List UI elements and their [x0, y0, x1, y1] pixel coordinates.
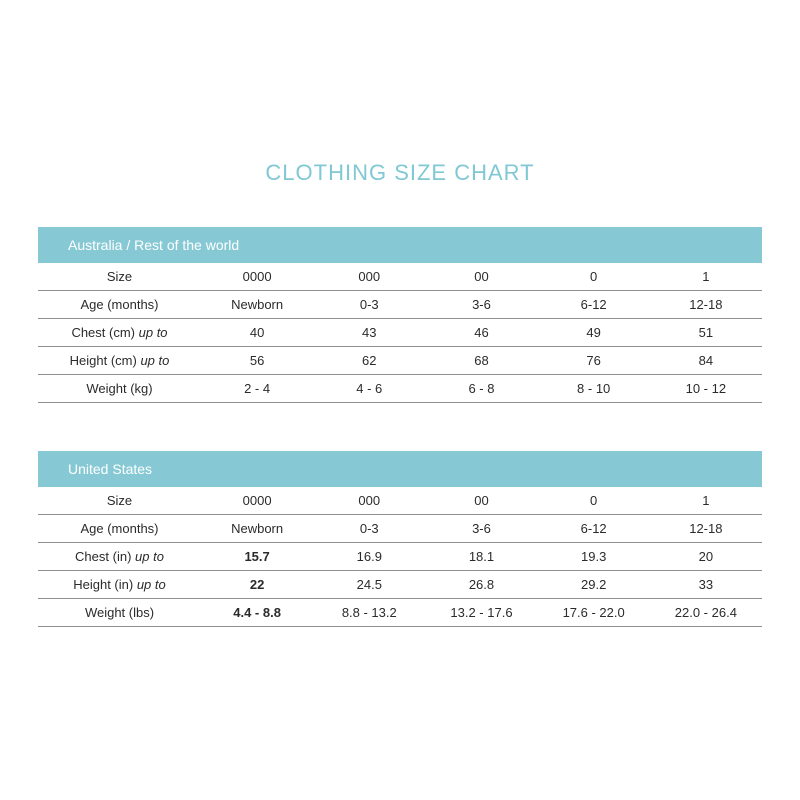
table-cell: 24.5: [356, 577, 382, 592]
table-cell: 68: [474, 353, 489, 368]
table-row-height: [38, 571, 762, 599]
table-cell: 4 - 6: [356, 381, 383, 396]
row-label-text: Age (months): [80, 297, 159, 312]
table-row-size: [38, 487, 762, 515]
row-label: [38, 493, 201, 508]
table-cell: 43: [362, 325, 377, 340]
table-cell: 26.8: [468, 577, 495, 592]
table-cell: 15.7: [244, 549, 270, 564]
row-label-text: Weight (lbs): [84, 605, 155, 620]
table-cell: 56: [249, 353, 265, 368]
row-label: [38, 381, 201, 396]
table-cell: 46: [474, 325, 489, 340]
row-label: [38, 353, 201, 368]
size-table-united-states: [38, 451, 762, 627]
table-row-chest: [38, 543, 762, 571]
table-cell: 12-18: [689, 521, 723, 536]
row-label-note: up to: [136, 577, 166, 592]
table-cell: 2 - 4: [244, 381, 271, 396]
table-cell: 1: [702, 493, 710, 508]
table-cell: 40: [249, 325, 265, 340]
row-label: [38, 577, 201, 592]
table-cell: 49: [586, 325, 601, 340]
table-cell: 0-3: [359, 297, 379, 312]
row-label: [38, 521, 201, 536]
table-cell: 16.9: [356, 549, 382, 564]
row-label: [38, 605, 201, 620]
table-cell: 3-6: [472, 521, 491, 536]
table-row-age: [38, 515, 762, 543]
table-cell: 20: [698, 549, 714, 564]
table-cell: 17.6 - 22.0: [562, 605, 625, 620]
row-label: [38, 325, 201, 340]
table-cell: 13.2 - 17.6: [450, 605, 513, 620]
row-label-text: Age (months): [80, 521, 159, 536]
row-label: [38, 549, 201, 564]
row-label-note: up to: [138, 325, 168, 340]
table-cell: 0: [590, 269, 598, 284]
table-cell: 6 - 8: [468, 381, 495, 396]
table-cell: 10 - 12: [685, 381, 727, 396]
table-cell: 84: [698, 353, 714, 368]
table-cell: 4.4 - 8.8: [233, 605, 281, 620]
table-cell: 6-12: [580, 297, 607, 312]
row-label: [38, 297, 201, 312]
table-cell: 22.0 - 26.4: [674, 605, 737, 620]
row-label-text: Chest (cm): [71, 325, 135, 340]
table-cell: 8 - 10: [577, 381, 611, 396]
table-cell: 29.2: [581, 577, 607, 592]
table-row-weight: [38, 599, 762, 627]
table-cell: 33: [698, 577, 714, 592]
table-cell: 0000: [242, 493, 272, 508]
table-cell: 0: [590, 493, 598, 508]
row-label-note: up to: [140, 353, 170, 368]
row-label-text: Size: [106, 269, 133, 284]
table-cell: 00: [474, 269, 489, 284]
table-cell: 51: [698, 325, 714, 340]
row-label-text: Height (cm): [69, 353, 137, 368]
table-cell: 8.8 - 13.2: [341, 605, 397, 620]
table-cell: Newborn: [231, 521, 284, 536]
table-cell: 19.3: [581, 549, 607, 564]
table-cell: 1: [702, 269, 710, 284]
table-header: United States: [38, 451, 762, 487]
table-cell: 76: [586, 353, 601, 368]
table-header: Australia / Rest of the world: [38, 227, 762, 263]
table-cell: 6-12: [580, 521, 607, 536]
table-row-age: [38, 291, 762, 319]
table-row-chest: [38, 319, 762, 347]
table-cell: 000: [358, 269, 381, 284]
table-cell: 00: [474, 493, 489, 508]
row-label-text: Size: [106, 493, 133, 508]
table-cell: 000: [358, 493, 381, 508]
row-label-text: Chest (in): [75, 549, 132, 564]
table-cell: 12-18: [689, 297, 723, 312]
table-cell: 62: [362, 353, 377, 368]
size-table-australia: [38, 227, 762, 403]
table-row-size: [38, 263, 762, 291]
table-row-weight: [38, 375, 762, 403]
page-title: CLOTHING SIZE CHART: [265, 160, 535, 185]
row-label-note: up to: [135, 549, 164, 564]
row-label-text: Weight (kg): [86, 381, 153, 396]
table-row-height: [38, 347, 762, 375]
table-cell: 3-6: [472, 297, 491, 312]
table-cell: 0000: [242, 269, 272, 284]
table-cell: Newborn: [231, 297, 284, 312]
row-label-text: Height (in): [73, 577, 134, 592]
table-cell: 18.1: [468, 549, 495, 564]
table-cell: 0-3: [359, 521, 379, 536]
table-cell: 22: [249, 577, 265, 592]
row-label: [38, 269, 201, 284]
